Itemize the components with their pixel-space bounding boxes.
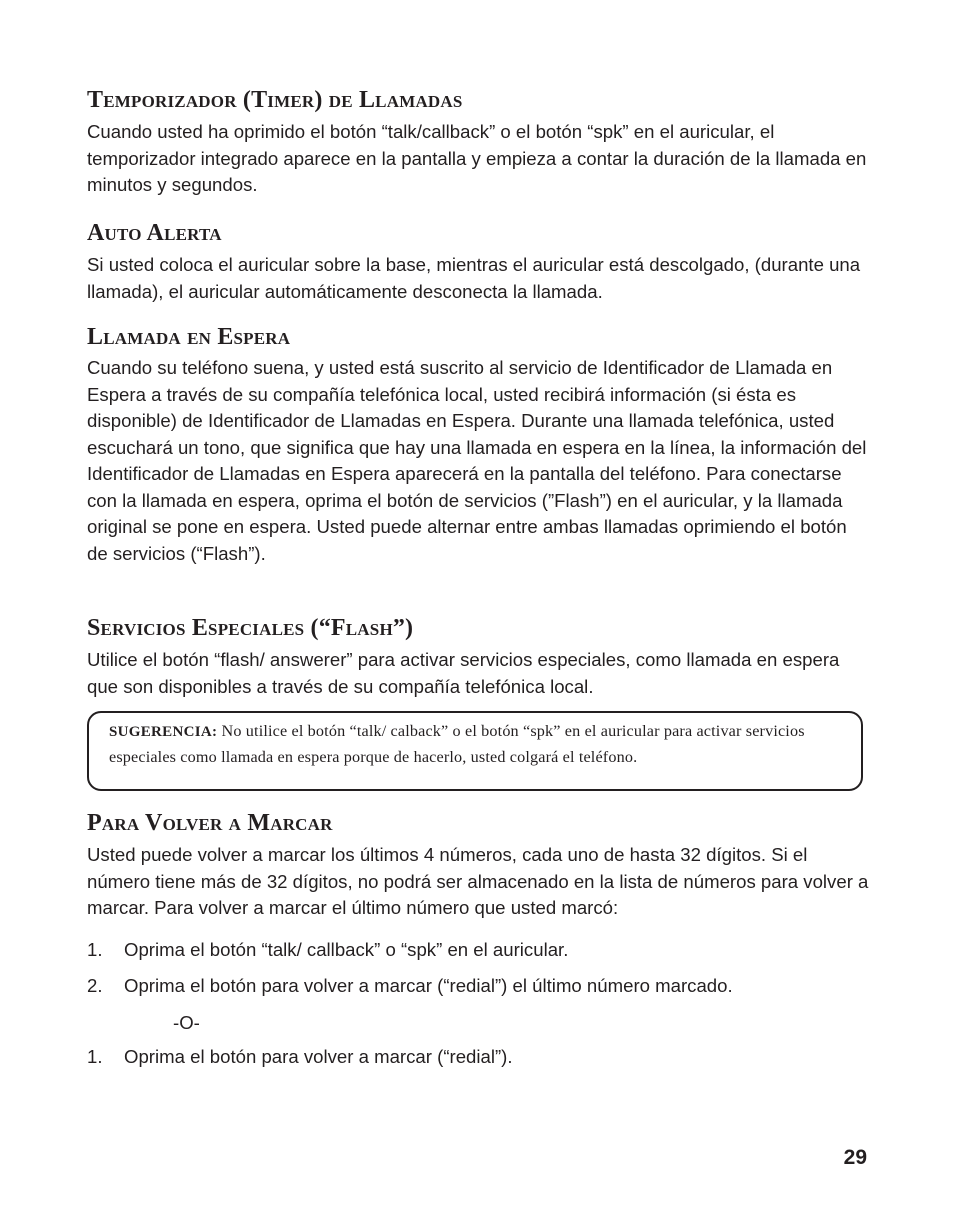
heading-redial: Para Volver a Marcar [87, 810, 333, 836]
list-item [87, 1044, 513, 1070]
list-item [87, 973, 733, 999]
heading-auto-alert: Auto Alerta [87, 220, 222, 246]
heading-call-waiting: Llamada en Espera [87, 324, 291, 350]
tip-box [87, 711, 863, 791]
list-number: 1. [87, 939, 103, 960]
heading-flash-services: Servicios Especiales (“Flash”) [87, 615, 414, 641]
list-text: Oprima el botón “talk/ callback” o “spk” en el auricular. [124, 939, 569, 960]
page-number: 29 [843, 1146, 867, 1169]
paragraph-auto-alert: Si usted coloca el auricular sobre la base, mientras el auricular está descolgado, (durante una llamada), el auricular automáticamente desconecta la llamada. [87, 254, 861, 302]
paragraph-flash-services: Utilice el botón “flash/ answerer” para activar servicios especiales, como llamada en espera que son disponibles a través de su compañía telefónica local. [87, 649, 840, 697]
tip-text: No utilice el botón “talk/ calback” o el botón “spk” en el auricular para activar servicios especiales como llamada en espera porque de hacerlo, usted colgará el teléfono. [109, 722, 805, 766]
paragraph-redial: Usted puede volver a marcar los últimos 4 números, cada uno de hasta 32 dígitos. Si el número tiene más de 32 dígitos, no podrá ser almacenado en la lista de números para volver a marcar. Para volver a marcar el último número que usted marcó: [87, 844, 869, 918]
list-number: 1. [87, 1046, 103, 1067]
heading-call-timer: Temporizador (Timer) de Llamadas [87, 87, 463, 113]
list-text: Oprima el botón para volver a marcar (“redial”). [124, 1046, 513, 1067]
list-item [87, 937, 568, 963]
or-separator: -O- [173, 1012, 200, 1033]
paragraph-call-waiting: Cuando su teléfono suena, y usted está suscrito al servicio de Identificador de Llamada en Espera a través de su compañía telefónica local, usted recibirá información (si ésta es disponible) de Identificador de Llamadas en Espera. Durante una llamada telefónica, usted escuchará un tono, que significa que hay una llamada en espera en la línea, la información del Identificador de Llamadas en Espera aparecerá en la pantalla del teléfono. Para conectarse con la llamada en espera, oprima el botón de servicios (”Flash”) en el auricular, y la llamada original se pone en espera. Usted puede alternar entre ambas llamadas oprimiendo el botón de servicios (“Flash”). [87, 357, 867, 564]
list-number: 2. [87, 975, 103, 996]
list-text: Oprima el botón para volver a marcar (“redial”) el último número marcado. [124, 975, 733, 996]
paragraph-call-timer: Cuando usted ha oprimido el botón “talk/callback” o el botón “spk” en el auricular, el temporizador integrado aparece en la pantalla y empieza a contar la duración de la llamada en minutos y segundos. [87, 121, 867, 195]
tip-label: SUGERENCIA: [109, 724, 218, 740]
